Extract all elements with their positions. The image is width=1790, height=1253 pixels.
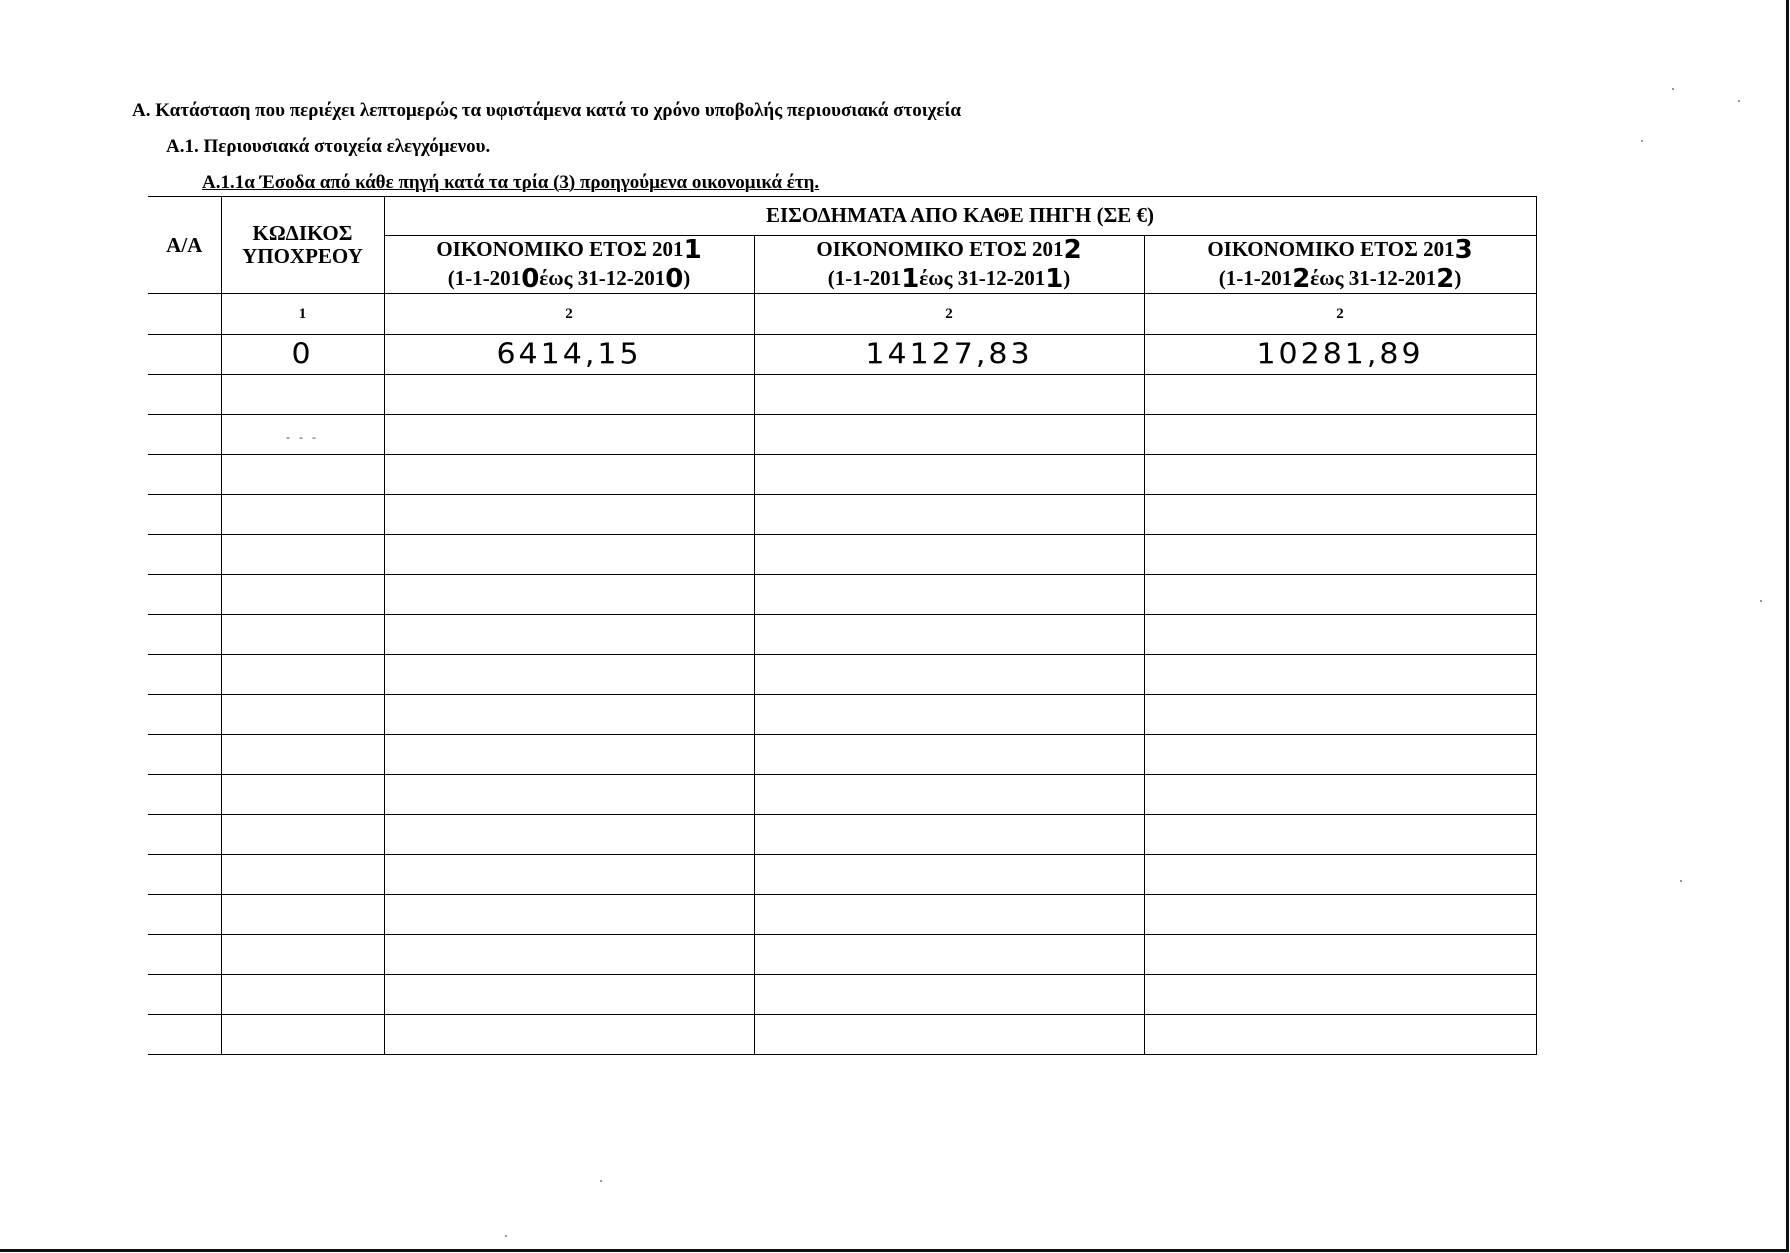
- handwritten-code: 0: [291, 338, 314, 372]
- handwritten-digit: 1: [683, 235, 702, 265]
- scan-speck: [1641, 140, 1643, 142]
- header-income-group: ΕΙΣΟΔΗΜΑΤΑ ΑΠΟ ΚΑΘΕ ΠΗΓΗ (ΣΕ €): [384, 197, 1536, 236]
- income-cell-year-3[interactable]: [1144, 335, 1536, 375]
- section-heading-a1: Α.1. Περιουσιακά στοιχεία ελεγχόμενου.: [166, 136, 491, 157]
- table-row: [148, 975, 1536, 1015]
- table-row: [148, 775, 1536, 815]
- header-aa: Α/Α: [148, 197, 221, 294]
- table-row: [148, 695, 1536, 735]
- header-year-1: ΟΙΚΟΝΟΜΙΚΟ ΕΤΟΣ 2011 (1-1-2010έως 31-12-2010): [384, 236, 754, 294]
- handwritten-digit: 3: [1454, 235, 1473, 265]
- handwritten-income: 10281,89: [1256, 338, 1424, 372]
- income-table: [148, 196, 1537, 1055]
- income-cell-year-1[interactable]: [384, 335, 754, 375]
- section-heading-a: Α. Κατάσταση που περιέχει λεπτομερώς τα υφιστάμενα κατά το χρόνο υποβολής περιουσιακά στοιχεία: [132, 100, 961, 121]
- header-year-2: ΟΙΚΟΝΟΜΙΚΟ ΕΤΟΣ 2012 (1-1-2011έως 31-12-2011): [754, 236, 1144, 294]
- table-row: [148, 855, 1536, 895]
- table-row: [148, 935, 1536, 975]
- scan-speck: [600, 1180, 602, 1182]
- table-row: [148, 895, 1536, 935]
- table-row: [148, 375, 1536, 415]
- scan-speck: [1738, 100, 1740, 102]
- colnum-year-3: 2: [1144, 294, 1536, 335]
- header-year-3: ΟΙΚΟΝΟΜΙΚΟ ΕΤΟΣ 2013 (1-1-2012έως 31-12-2012): [1144, 236, 1536, 294]
- table-row: [148, 815, 1536, 855]
- handwritten-digit: 2: [1063, 235, 1082, 265]
- table-row: [148, 655, 1536, 695]
- header-code: ΚΩΔΙΚΟΣ ΥΠΟΧΡΕΟΥ: [221, 197, 384, 294]
- table-row: [148, 1015, 1536, 1055]
- scan-speck: [1680, 880, 1682, 882]
- dot-marks: - - -: [286, 430, 319, 445]
- table-row: [148, 415, 1536, 455]
- colnum-code: 1: [221, 294, 384, 335]
- handwritten-income: 14127,83: [865, 338, 1033, 372]
- table-row: [148, 335, 1536, 375]
- colnum-year-1: 2: [384, 294, 754, 335]
- scan-speck: [1760, 600, 1762, 602]
- table-row: [148, 455, 1536, 495]
- table-row: [148, 615, 1536, 655]
- scan-speck: [1672, 88, 1674, 90]
- code-cell[interactable]: [221, 335, 384, 375]
- colnum-aa: [148, 294, 221, 335]
- table-row: [148, 535, 1536, 575]
- section-heading-a11a: Α.1.1α Έσοδα από κάθε πηγή κατά τα τρία (3) προηγούμενα οικονομικά έτη.: [202, 172, 820, 193]
- table-row: [148, 495, 1536, 535]
- colnum-year-2: 2: [754, 294, 1144, 335]
- scan-speck: [505, 1235, 507, 1237]
- handwritten-income: 6414,15: [496, 338, 642, 372]
- table-row: [148, 575, 1536, 615]
- table-row: [148, 735, 1536, 775]
- income-cell-year-2[interactable]: [754, 335, 1144, 375]
